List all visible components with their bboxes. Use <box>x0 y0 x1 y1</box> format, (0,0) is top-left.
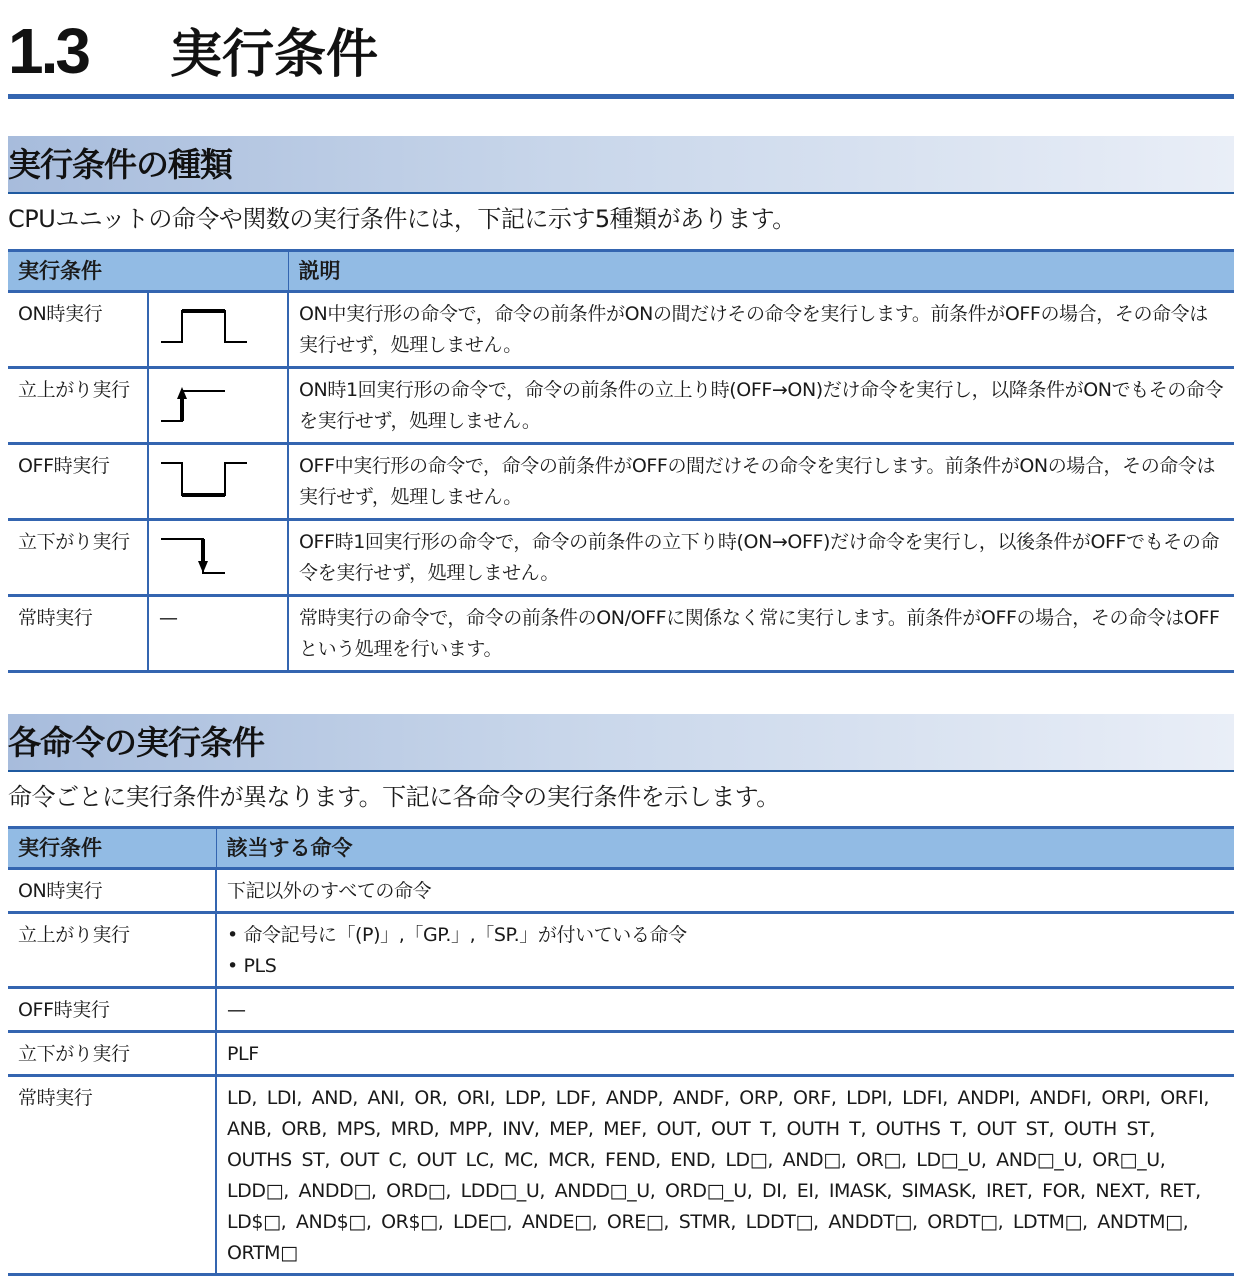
section-lead-text: CPUユニットの命令や関数の実行条件には，下記に示す5種類があります。 <box>8 205 796 233</box>
instructions-cell: LD, LDI, AND, ANI, OR, ORI, LDP, LDF, ANDP, ANDF, ORP, ORF, LDPI, LDFI, ANDPI, ANDFI, ORPI, ORFI, ANB, ORB, MPS, MRD, MPP, INV, MEP, MEF, OUT, OUT T, OUTH T, OUTHS T, OUT ST, OUTH ST, OUTHS ST, OUT C, OUT LC, MC, MCR, FEND, END, LD□, AND□, OR□, LD□_U, AND□_U, OR□_U, LDD□, ANDD□, ORD□, LDD□_U, ANDD□_U, ORD□_U, DI, EI, IMASK, SIMASK, IRET, FOR, NEXT, RET, LD$□, AND$□, OR$□, LDE□, ANDE□, ORE□, STMR, LDDT□, ANDDT□, ORDT□, LDTM□, ANDTM□, ORTM□ <box>216 1076 1234 1275</box>
table-row <box>8 1076 1234 1275</box>
section-heading-per-instruction <box>8 714 1234 772</box>
condition-cell: 立下がり実行 <box>8 520 148 596</box>
table-row <box>8 444 1234 520</box>
instructions-cell: — <box>216 988 1234 1032</box>
table-row <box>8 869 1234 913</box>
description-cell: ON時1回実行形の命令で，命令の前条件の立上り時(OFF→ON)だけ命令を実行し，以降条件がONでもその命令を実行せず，処理しません。 <box>288 368 1234 444</box>
condition-cell: 立上がり実行 <box>8 368 148 444</box>
table-row <box>8 988 1234 1032</box>
chapter-number: 1.3 <box>8 15 88 87</box>
falling-edge-arrow-icon <box>159 533 249 579</box>
table-row <box>8 520 1234 596</box>
condition-cell: OFF時実行 <box>8 988 216 1032</box>
condition-cell: 立上がり実行 <box>8 913 216 988</box>
table-row <box>8 368 1234 444</box>
section-heading-types <box>8 136 1234 194</box>
description-cell: 常時実行の命令で，命令の前条件のON/OFFに関係なく常に実行します。前条件がOFFの場合，その命令はOFFという処理を行います。 <box>288 596 1234 672</box>
symbol-cell <box>148 444 288 520</box>
section-title: 各命令の実行条件 <box>8 723 264 762</box>
symbol-cell <box>148 520 288 596</box>
section-lead-text: 命令ごとに実行条件が異なります。下記に各命令の実行条件を示します。 <box>8 783 780 811</box>
bullet-item: • PLS <box>227 955 277 977</box>
chapter-header <box>8 8 1234 99</box>
description-cell: OFF中実行形の命令で，命令の前条件がOFFの間だけその命令を実行します。前条件がONの場合，その命令は実行せず，処理しません。 <box>288 444 1234 520</box>
description-cell: ON中実行形の命令で，命令の前条件がONの間だけその命令を実行します。前条件がOFFの場合，その命令は実行せず，処理しません。 <box>288 292 1234 368</box>
table-row <box>8 292 1234 368</box>
instructions-cell: PLF <box>216 1032 1234 1076</box>
execution-condition-types-table <box>8 249 1234 673</box>
condition-cell: OFF時実行 <box>8 444 148 520</box>
symbol-cell: — <box>148 596 288 672</box>
condition-cell: 常時実行 <box>8 1076 216 1275</box>
symbol-cell <box>148 368 288 444</box>
header-description: 説明 <box>288 251 1234 292</box>
table-row <box>8 1032 1234 1076</box>
condition-cell: 立下がり実行 <box>8 1032 216 1076</box>
table-header-row <box>8 828 1234 869</box>
table-row <box>8 596 1234 672</box>
section-title: 実行条件の種類 <box>8 145 232 184</box>
bullet-item: • 命令記号に「(P)」,「GP.」,「SP.」が付いている命令 <box>227 924 687 946</box>
instructions-cell <box>216 913 1234 988</box>
instruction-conditions-table <box>8 826 1234 1276</box>
pulse-low-waveform-icon <box>159 457 249 501</box>
header-instructions: 該当する命令 <box>216 828 1234 869</box>
description-cell: OFF時1回実行形の命令で，命令の前条件の立下り時(ON→OFF)だけ命令を実行し，以後条件がOFFでもその命令を実行せず，処理しません。 <box>288 520 1234 596</box>
header-condition: 実行条件 <box>8 828 216 869</box>
condition-cell: ON時実行 <box>8 869 216 913</box>
pulse-high-waveform-icon <box>159 305 249 347</box>
rising-edge-arrow-icon <box>159 381 249 427</box>
header-condition: 実行条件 <box>8 251 288 292</box>
table-header-row <box>8 251 1234 292</box>
instructions-cell: 下記以外のすべての命令 <box>216 869 1234 913</box>
chapter-title: 実行条件 <box>170 25 379 85</box>
table-row <box>8 913 1234 988</box>
condition-cell: ON時実行 <box>8 292 148 368</box>
symbol-cell <box>148 292 288 368</box>
condition-cell: 常時実行 <box>8 596 148 672</box>
